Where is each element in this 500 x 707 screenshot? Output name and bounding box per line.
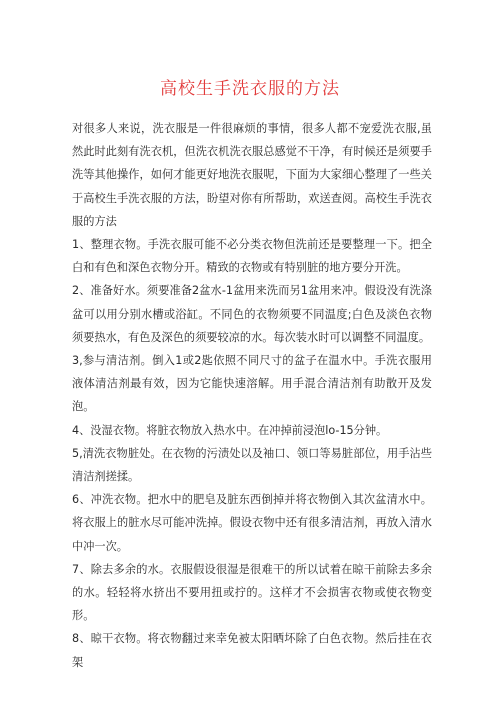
step-3-paragraph: 3,参与清洁剂。倒入1或2匙依照不同尺寸的盆子在温水中。手洗衣服用液体清洁剂最有效，因为它能快速溶解。用手混合清洁剂有助散开及发泡。: [72, 354, 432, 414]
step-7-paragraph: 7、除去多余的水。衣服假设很湿是很难干的所以试着在晾干前除去多余的水。轻轻将水挤出不要用扭或拧的。这样才不会损害衣物或使衣物变形。: [72, 562, 432, 623]
document-title: 高校生手洗衣服的方法: [160, 79, 340, 99]
step-4-paragraph: 4、没湿衣物。将脏衣物放入热水中。在冲掉前浸泡lo-15分钟。: [72, 423, 388, 437]
step-5-paragraph: 5,清洗衣物脏处。在衣物的污渍处以及袖口、领口等易脏部位，用手沾些清洁剂搓揉。: [72, 446, 432, 484]
intro-paragraph: 对很多人来说，洗衣服是一件很麻烦的事情，很多人都不宠爱洗衣服,虽然此时此刻有洗衣机，但洗衣机洗衣服总感觉不干净，有时候还是须要手洗等其他操作，如何才能更好地洗衣服呢，下面为大家细心整理了一些关于高校生手洗衣服的方法，盼望对你有所帮助，欢送查阅。高校生手洗衣服的方法: [72, 122, 432, 228]
step-6-paragraph: 6、冲洗衣物。把水中的肥皂及脏东西倒掉并将衣物倒入其次盆清水中。将衣服上的脏水尽可能冲洗掉。假设衣物中还有很多清洁剂，再放入清水中冲一次。: [72, 493, 432, 553]
document-body: [72, 117, 432, 674]
step-8-paragraph: 8、晾干衣物。将衣物翻过来幸免被太阳晒坏除了白色衣物。然后挂在衣架: [72, 632, 432, 669]
step-2-paragraph: 2、准备好水。须要准备2盆水-1盆用来洗而另1盆用来冲。假设没有洗涤盆可以用分别水槽或浴缸。不同色的衣物须要不同温度;白色及淡色衣物须要热水，有色及深色的须要较凉的水。每次装水时可以调整不同温度。: [72, 284, 432, 344]
step-1-paragraph: 1、整理衣物。手洗衣服可能不必分类衣物但洗前还是要整理一下。把全白和有色和深色衣物分开。精致的衣物或有特别脏的地方要分开洗。: [72, 238, 432, 275]
